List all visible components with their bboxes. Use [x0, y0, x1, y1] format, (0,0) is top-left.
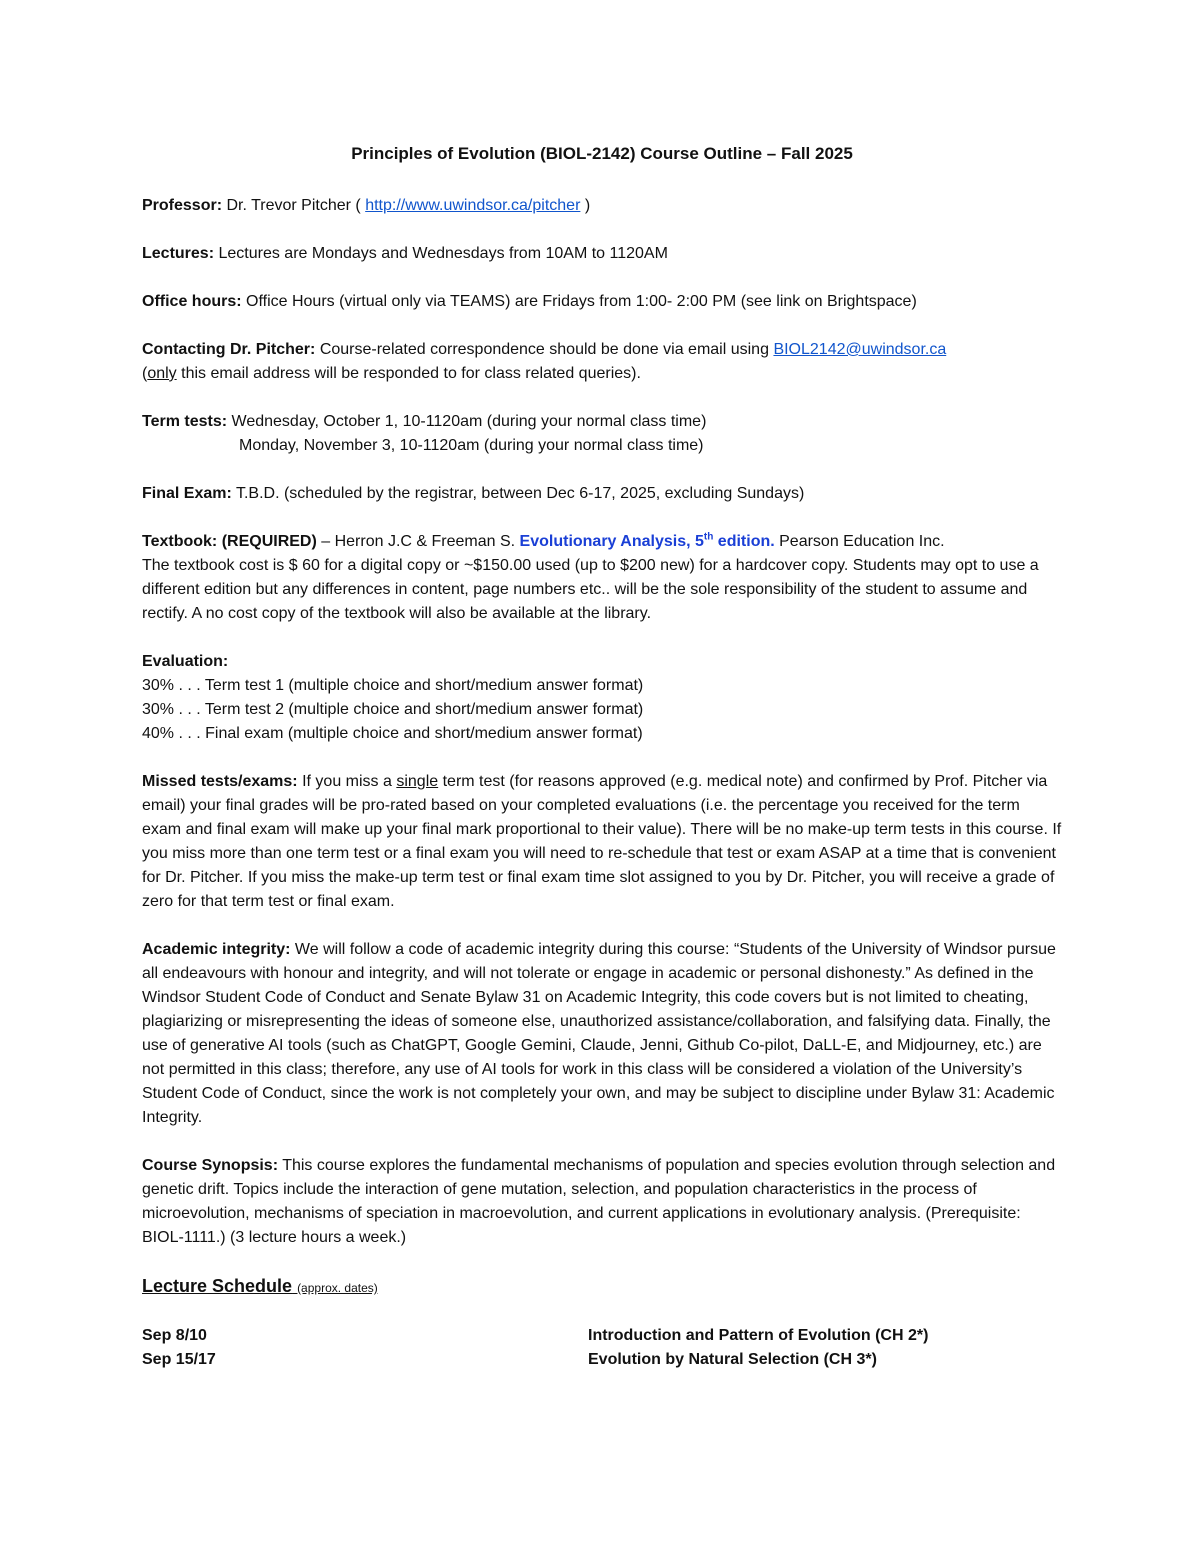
schedule-topic: Evolution by Natural Selection (CH 3*): [588, 1351, 877, 1368]
lectures-label: Lectures:: [142, 245, 215, 262]
lectures-line: [142, 242, 1062, 266]
course-outline-page: [142, 142, 1062, 1372]
textbook-title: [520, 533, 775, 550]
academic-integrity-text: We will follow a code of academic integrity during this course: “Students of the University of Windsor pursue all endeavours with honour and integrity, and will not tolerate or engage in academic or personal dishonesty.” As defined in the Windsor Student Code of Conduct and Senate Bylaw 31 on Academic Integrity, this code covers but is not limited to cheating, plagiarizing or misrepresenting the ideas of someone else, unauthorized assistance/collaboration, and falsifying data. Finally, the use of generative AI tools (such as ChatGPT, Google Gemini, Claude, Jenni, Github Co-pilot, DaLL-E, and Midjourney, etc.) are not permitted in this class; therefore, any use of AI tools for work in this class will be considered a violation of the University’s Student Code of Conduct, since the work is not completely your own, and may be subject to discipline under Bylaw 31: Academic Integrity.: [142, 941, 1056, 1126]
final-exam-text: T.B.D. (scheduled by the registrar, between Dec 6-17, 2025, excluding Sundays): [235, 485, 805, 502]
textbook-paragraph: [142, 530, 1062, 626]
lectures-text: Lectures are Mondays and Wednesdays from 10AM to 1120AM: [218, 245, 668, 262]
textbook-edition-sup: th: [703, 531, 714, 543]
schedule-topic: Introduction and Pattern of Evolution (CH 2*): [588, 1327, 929, 1344]
evaluation-item: 40% . . . Final exam (multiple choice and short/medium answer format): [142, 725, 643, 742]
textbook-edition-text: edition.: [713, 533, 775, 550]
evaluation-block: [142, 650, 1062, 746]
contacting-label: Contacting Dr. Pitcher:: [142, 341, 316, 358]
missed-tests-label: Missed tests/exams:: [142, 773, 298, 790]
contacting-only-text: only: [147, 365, 177, 382]
course-email-link[interactable]: BIOL2142@uwindsor.ca: [773, 341, 947, 358]
professor-name: Dr. Trevor Pitcher (: [226, 197, 361, 214]
professor-name-close: ): [584, 197, 591, 214]
term-tests-label: Term tests:: [142, 413, 228, 430]
schedule-row: [142, 1324, 1062, 1348]
course-synopsis-paragraph: [142, 1154, 1062, 1250]
evaluation-item: 30% . . . Term test 2 (multiple choice and short/medium answer format): [142, 701, 644, 718]
page-title: Principles of Evolution (BIOL-2142) Course Outline – Fall 2025: [351, 144, 853, 163]
final-exam-label: Final Exam:: [142, 485, 232, 502]
contacting-text: Course-related correspondence should be done via email using: [319, 341, 769, 358]
lecture-schedule-heading: [142, 1274, 1062, 1300]
textbook-publisher: Pearson Education Inc.: [774, 533, 945, 550]
contacting-text-2: this email address will be responded to for class related queries).: [176, 365, 641, 382]
missed-tests-pre: If you miss a: [297, 773, 397, 790]
professor-label: Professor:: [142, 197, 223, 214]
schedule-date: Sep 8/10: [142, 1327, 207, 1344]
office-hours-label: Office hours:: [142, 293, 242, 310]
lecture-schedule-subtitle: (approx. dates): [297, 1281, 378, 1295]
professor-line: [142, 194, 1062, 218]
course-synopsis-text: This course explores the fundamental mechanisms of population and species evolution through selection and genetic drift. Topics include the interaction of gene mutation, selection, and population characteristics in the process of microevolution, mechanisms of speciation in macroevolution, and current applications in evolutionary analysis. (Prerequisite: BIOL-1111.) (3 lecture hours a week.): [142, 1157, 1056, 1246]
academic-integrity-paragraph: [142, 938, 1062, 1130]
schedule-date: Sep 15/17: [142, 1351, 216, 1368]
missed-tests-single: single: [396, 773, 439, 790]
evaluation-item: 30% . . . Term test 1 (multiple choice and short/medium answer format): [142, 677, 644, 694]
schedule-row: [142, 1348, 1062, 1372]
term-test-line-2: Monday, November 3, 10-1120am (during your normal class time): [239, 437, 704, 454]
office-hours-line: [142, 290, 1062, 314]
course-synopsis-label: Course Synopsis:: [142, 1157, 279, 1174]
term-test-line-1: [142, 410, 1062, 434]
textbook-cost-text: The textbook cost is $ 60 for a digital copy or ~$150.00 used (up to $200 new) for a hardcover copy. Students may opt to use a different edition but any differences in content, page numbers etc.. will be the sole responsibility of the student to assume and rectify. A no cost copy of the textbook will also be available at the library.: [142, 557, 1039, 622]
term-tests-block: [142, 410, 1062, 458]
missed-tests-paragraph: [142, 770, 1062, 914]
professor-website-link[interactable]: http://www.uwindsor.ca/pitcher: [365, 197, 581, 214]
academic-integrity-label: Academic integrity:: [142, 941, 291, 958]
textbook-title-text: Evolutionary Analysis, 5: [519, 533, 704, 550]
office-hours-text: Office Hours (virtual only via TEAMS) are Fridays from 1:00- 2:00 PM (see link on Brightspace): [246, 293, 917, 310]
term-test-1-text: Wednesday, October 1, 10-1120am (during your normal class time): [231, 413, 707, 430]
missed-tests-text: term test (for reasons approved (e.g. medical note) and confirmed by Prof. Pitcher via email) your final grades will be pro-rated based on your completed evaluations (i.e. the percentage you received for the term exam and final exam will make up your final mark proportional to their value). There will be no make-up term tests in this course. If you miss more than one term test or a final exam you will need to re-schedule that test or exam ASAP at a time that is convenient for Dr. Pitcher. If you miss the make-up term test or final exam time slot assigned to you by Dr. Pitcher, you will receive a grade of zero for that term test or final exam.: [142, 773, 1062, 910]
lecture-schedule-table: [142, 1324, 1062, 1372]
lecture-schedule-title: Lecture Schedule: [142, 1276, 293, 1296]
textbook-label: Textbook: (REQUIRED): [142, 533, 317, 550]
textbook-authors: – Herron J.C & Freeman S.: [316, 533, 520, 550]
final-exam-line: [142, 482, 1062, 506]
evaluation-label: Evaluation:: [142, 653, 229, 670]
contacting-paragraph: Contacting Dr. Pitcher: Course-related correspondence should be done via email using BIOL2142@uwindsor.ca (only this email address will be responded to for class related queries).: [142, 341, 947, 382]
